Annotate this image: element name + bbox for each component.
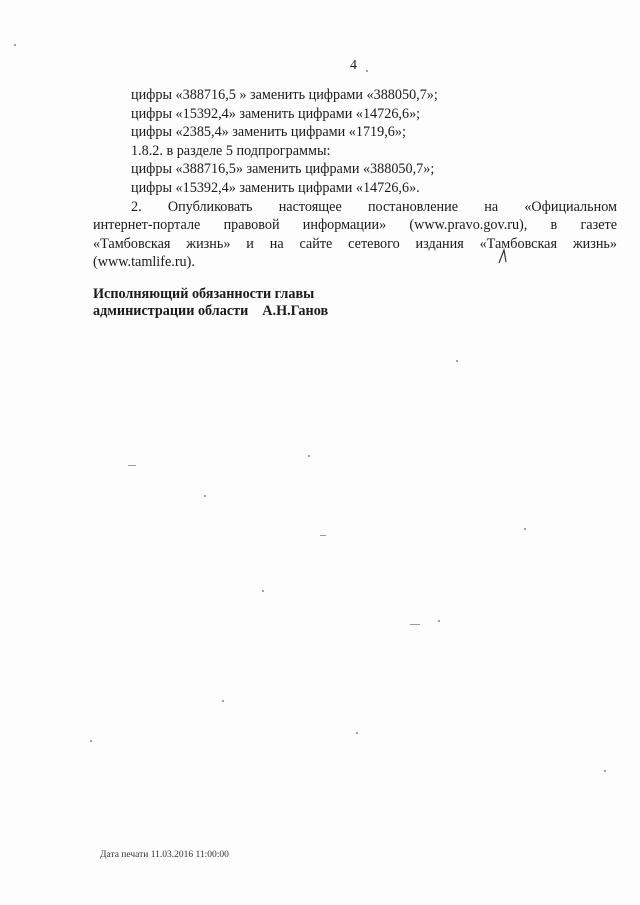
paragraph-2-line-4: (www.tamlife.ru). [93, 254, 195, 271]
paragraph-2-line-1: 2. Опубликовать настоящее постановление на «Официальном [131, 198, 617, 215]
text-line: цифры «388716,5 » заменить цифрами «388050,7»; [131, 87, 438, 103]
paragraph-2-line-2: интернет-портале правовой информации» (www.pravo.gov.ru), в газете [93, 217, 617, 234]
text-line: цифры «15392,4» заменить цифрами «14726,6». [131, 179, 420, 196]
scan-speck [366, 70, 368, 72]
print-date: Дата печати 11.03.2016 11:00:00 [100, 850, 229, 860]
scan-speck [308, 455, 310, 457]
scan-speck [438, 620, 440, 622]
text-line: цифры «388716,5» заменить цифрами «388050,7»; [131, 161, 435, 178]
document-body [93, 86, 617, 272]
page-number: 4 [350, 58, 357, 73]
text-line: 1.8.2. в разделе 5 подпрограммы: [131, 142, 331, 159]
scan-speck [204, 495, 206, 497]
scan-mark [410, 624, 420, 625]
text-line: цифры «15392,4» заменить цифрами «14726,6»; [131, 105, 421, 122]
signature-block [93, 286, 328, 320]
scan-mark [320, 535, 326, 536]
signatory-name: А.Н.Ганов [262, 303, 329, 319]
signatory-title-cont [93, 303, 328, 320]
scan-speck [356, 732, 358, 734]
signatory-title: Исполняющий обязанности главы [93, 286, 315, 302]
text-line: цифры «2385,4» заменить цифрами «1719,6»; [131, 124, 406, 141]
paragraph-2-line-3: «Тамбовская жизнь» и на сайте сетевого издания «Тамбовская жизнь» [93, 235, 617, 252]
scan-speck [14, 44, 16, 46]
scan-speck [456, 360, 458, 362]
scan-speck [524, 528, 526, 530]
scan-speck [604, 770, 606, 772]
scan-mark [128, 465, 136, 466]
scan-speck [222, 700, 224, 702]
signatory-title-line-2: администрации области [93, 303, 249, 319]
scan-speck [90, 740, 92, 742]
scan-speck [262, 590, 264, 592]
pen-mark-icon [496, 247, 512, 265]
